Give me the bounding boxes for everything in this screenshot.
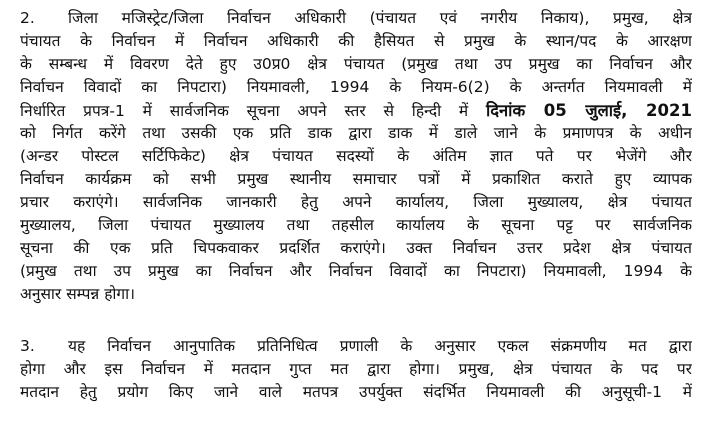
paragraph-2-line-9: प्रचार कराएंगे। सार्वजनिक जानकारी हेतु अपने कार्यालय, जिला मुख्यालय, क्षेत्र पंचायत [20,193,692,211]
paragraph-2-line-8: निर्वाचन कार्यक्रम को सभी प्रमुख स्थानीय समाचार पत्रों में प्रकाशित कराते हुए व्यापक [20,170,692,188]
paragraph-number: 2. [20,9,35,27]
paragraph-2-line-5 [20,100,692,121]
paragraph-2-line-4: निर्वाचन विवादों का निपटारा) नियमावली, 1994 के नियम-6(2) के अन्तर्गत नियमावली में [20,78,692,96]
paragraph-2-line-13: अनुसार सम्पन्न होगा। [20,285,136,303]
line-text: जिला मजिस्ट्रेट/जिला निर्वाचन अधिकारी (पंचायत एवं नगरीय निकाय), प्रमुख, क्षेत्र [68,9,692,27]
paragraph-2-line-1 [20,8,692,29]
paragraph-3-line-3: मतदान हेतु प्रयोग किए जाने वाले मतपत्र उपर्युक्त संदर्भित नियमावली की अनुसूची-1 में [20,383,692,401]
paragraph-3-line-2: होगा और इस निर्वाचन में मतदान गुप्त मत द्वारा होगा। प्रमुख, क्षेत्र पंचायत के पद पर [20,360,692,378]
highlighted-date: दिनांक 05 जुलाई, 2021 [485,101,692,120]
paragraph-2-line-7: (अन्डर पोस्टल सर्टिफिकेट) क्षेत्र पंचायत सदस्यों के अंतिम ज्ञात पते पर भेजेंगे और [20,147,692,165]
paragraph-2-line-11: सूचना की एक प्रति चिपकवाकर प्रदर्शित कराएंगे। उक्त निर्वाचन उत्तर प्रदेश क्षेत्र पंचायत [20,239,692,257]
line-text: निर्धारित प्रपत्र-1 में सार्वजनिक सूचना अपने स्तर से हिन्दी में [20,102,486,120]
paragraph-2-line-3: के सम्बन्ध में विवरण देते हुए उ0प्र0 क्षेत्र पंचायत (प्रमुख तथा उप प्रमुख का निर्वाचन और [20,55,692,73]
line-text: यह निर्वाचन आनुपातिक प्रतिनिधित्व प्रणाली के अनुसार एकल संक्रमणीय मत द्वारा [68,337,692,355]
paragraph-2-line-10: मुख्यालय, जिला पंचायत मुख्यालय तथा तहसील कार्यालय के सूचना पट्ट पर सार्वजनिक [20,216,692,234]
paragraph-2-line-12: (प्रमुख तथा उप प्रमुख का निर्वाचन और निर्वाचन विवादों का निपटारा) नियमावली, 1994 के [20,262,692,280]
paragraph-number: 3. [20,337,35,355]
paragraph-2-line-2: पंचायत के निर्वाचन में निर्वाचन अधिकारी की हैसियत से प्रमुख के स्थान/पद के आरक्षण [20,32,692,50]
paragraph-2-line-6: को निर्गत करेंगे तथा उसकी एक प्रति डाक द्वारा डाक में डाले जाने के प्रमाणपत्र के अधीन [20,124,692,142]
paragraph-3-line-1 [20,336,692,357]
